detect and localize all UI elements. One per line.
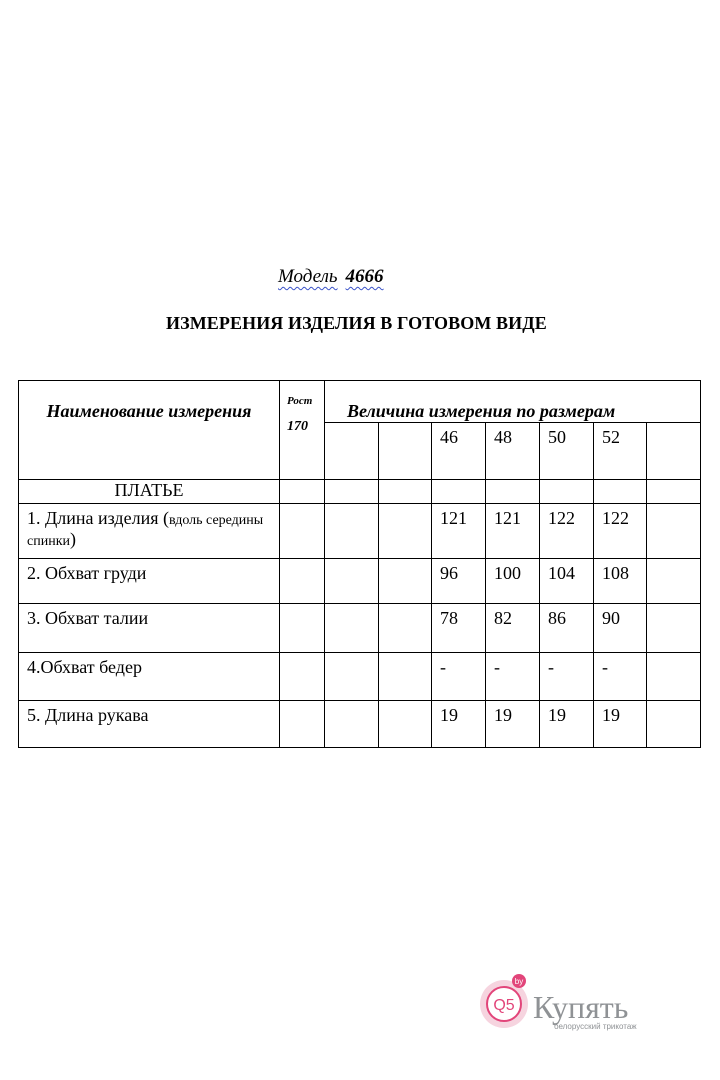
model-title [278, 266, 384, 288]
table-row [19, 559, 701, 604]
row-name-length [19, 504, 280, 559]
cell-value: 19 [486, 701, 540, 748]
size-52: 52 [594, 423, 647, 480]
empty-cell [379, 423, 432, 480]
cell-value: 82 [486, 604, 540, 653]
header-name: Наименование измерения [19, 381, 280, 480]
cell-value: 86 [540, 604, 594, 653]
brand-logo [478, 974, 678, 1034]
cell-value: - [594, 653, 647, 701]
logo-brand-text: Купять [533, 989, 629, 1025]
model-label: Модель [278, 266, 338, 287]
cell-value: 78 [432, 604, 486, 653]
size-50: 50 [540, 423, 594, 480]
header-values: Величина измерения по размерам [325, 381, 701, 423]
logo-by-text: by [514, 977, 524, 986]
cell-value: 19 [432, 701, 486, 748]
size-48: 48 [486, 423, 540, 480]
header-height-label: Рост [287, 395, 313, 407]
header-height [280, 381, 325, 480]
size-46: 46 [432, 423, 486, 480]
cell-value: 100 [486, 559, 540, 604]
cell-value: - [432, 653, 486, 701]
cell-value: 90 [594, 604, 647, 653]
cell-value: 121 [432, 504, 486, 559]
cell-value: 108 [594, 559, 647, 604]
cell-value: 122 [594, 504, 647, 559]
section-dress: ПЛАТЬЕ [19, 480, 280, 504]
row-name-sleeve: 5. Длина рукава [19, 701, 280, 748]
empty-cell [647, 423, 701, 480]
measurements-table [18, 380, 701, 748]
cell-value: 19 [594, 701, 647, 748]
cell-value: 121 [486, 504, 540, 559]
logo-tagline: белорусский трикотаж [554, 1022, 637, 1031]
empty-cell [325, 423, 379, 480]
cell-value: - [486, 653, 540, 701]
row-name-note: вдоль середины спинки [27, 513, 264, 549]
row-name-text: 1. Длина изделия ( [27, 508, 169, 528]
table-row [19, 701, 701, 748]
model-number: 4666 [345, 266, 384, 287]
row-name-hips: 4.Обхват бедер [19, 653, 280, 701]
logo-badge-text: Q5 [493, 997, 515, 1014]
cell-value: 122 [540, 504, 594, 559]
cell-value: 104 [540, 559, 594, 604]
row-name-bracket: ) [69, 529, 76, 549]
page-title: ИЗМЕРЕНИЯ ИЗДЕЛИЯ В ГОТОВОМ ВИДЕ [166, 313, 547, 333]
cell-value: 19 [540, 701, 594, 748]
table-row [19, 653, 701, 701]
header-height-value: 170 [287, 419, 308, 434]
row-name-chest: 2. Обхват груди [19, 559, 280, 604]
table-row [19, 604, 701, 653]
cell-value: 96 [432, 559, 486, 604]
row-name-waist: 3. Обхват талии [19, 604, 280, 653]
cell-value: - [540, 653, 594, 701]
table-row [19, 504, 701, 559]
